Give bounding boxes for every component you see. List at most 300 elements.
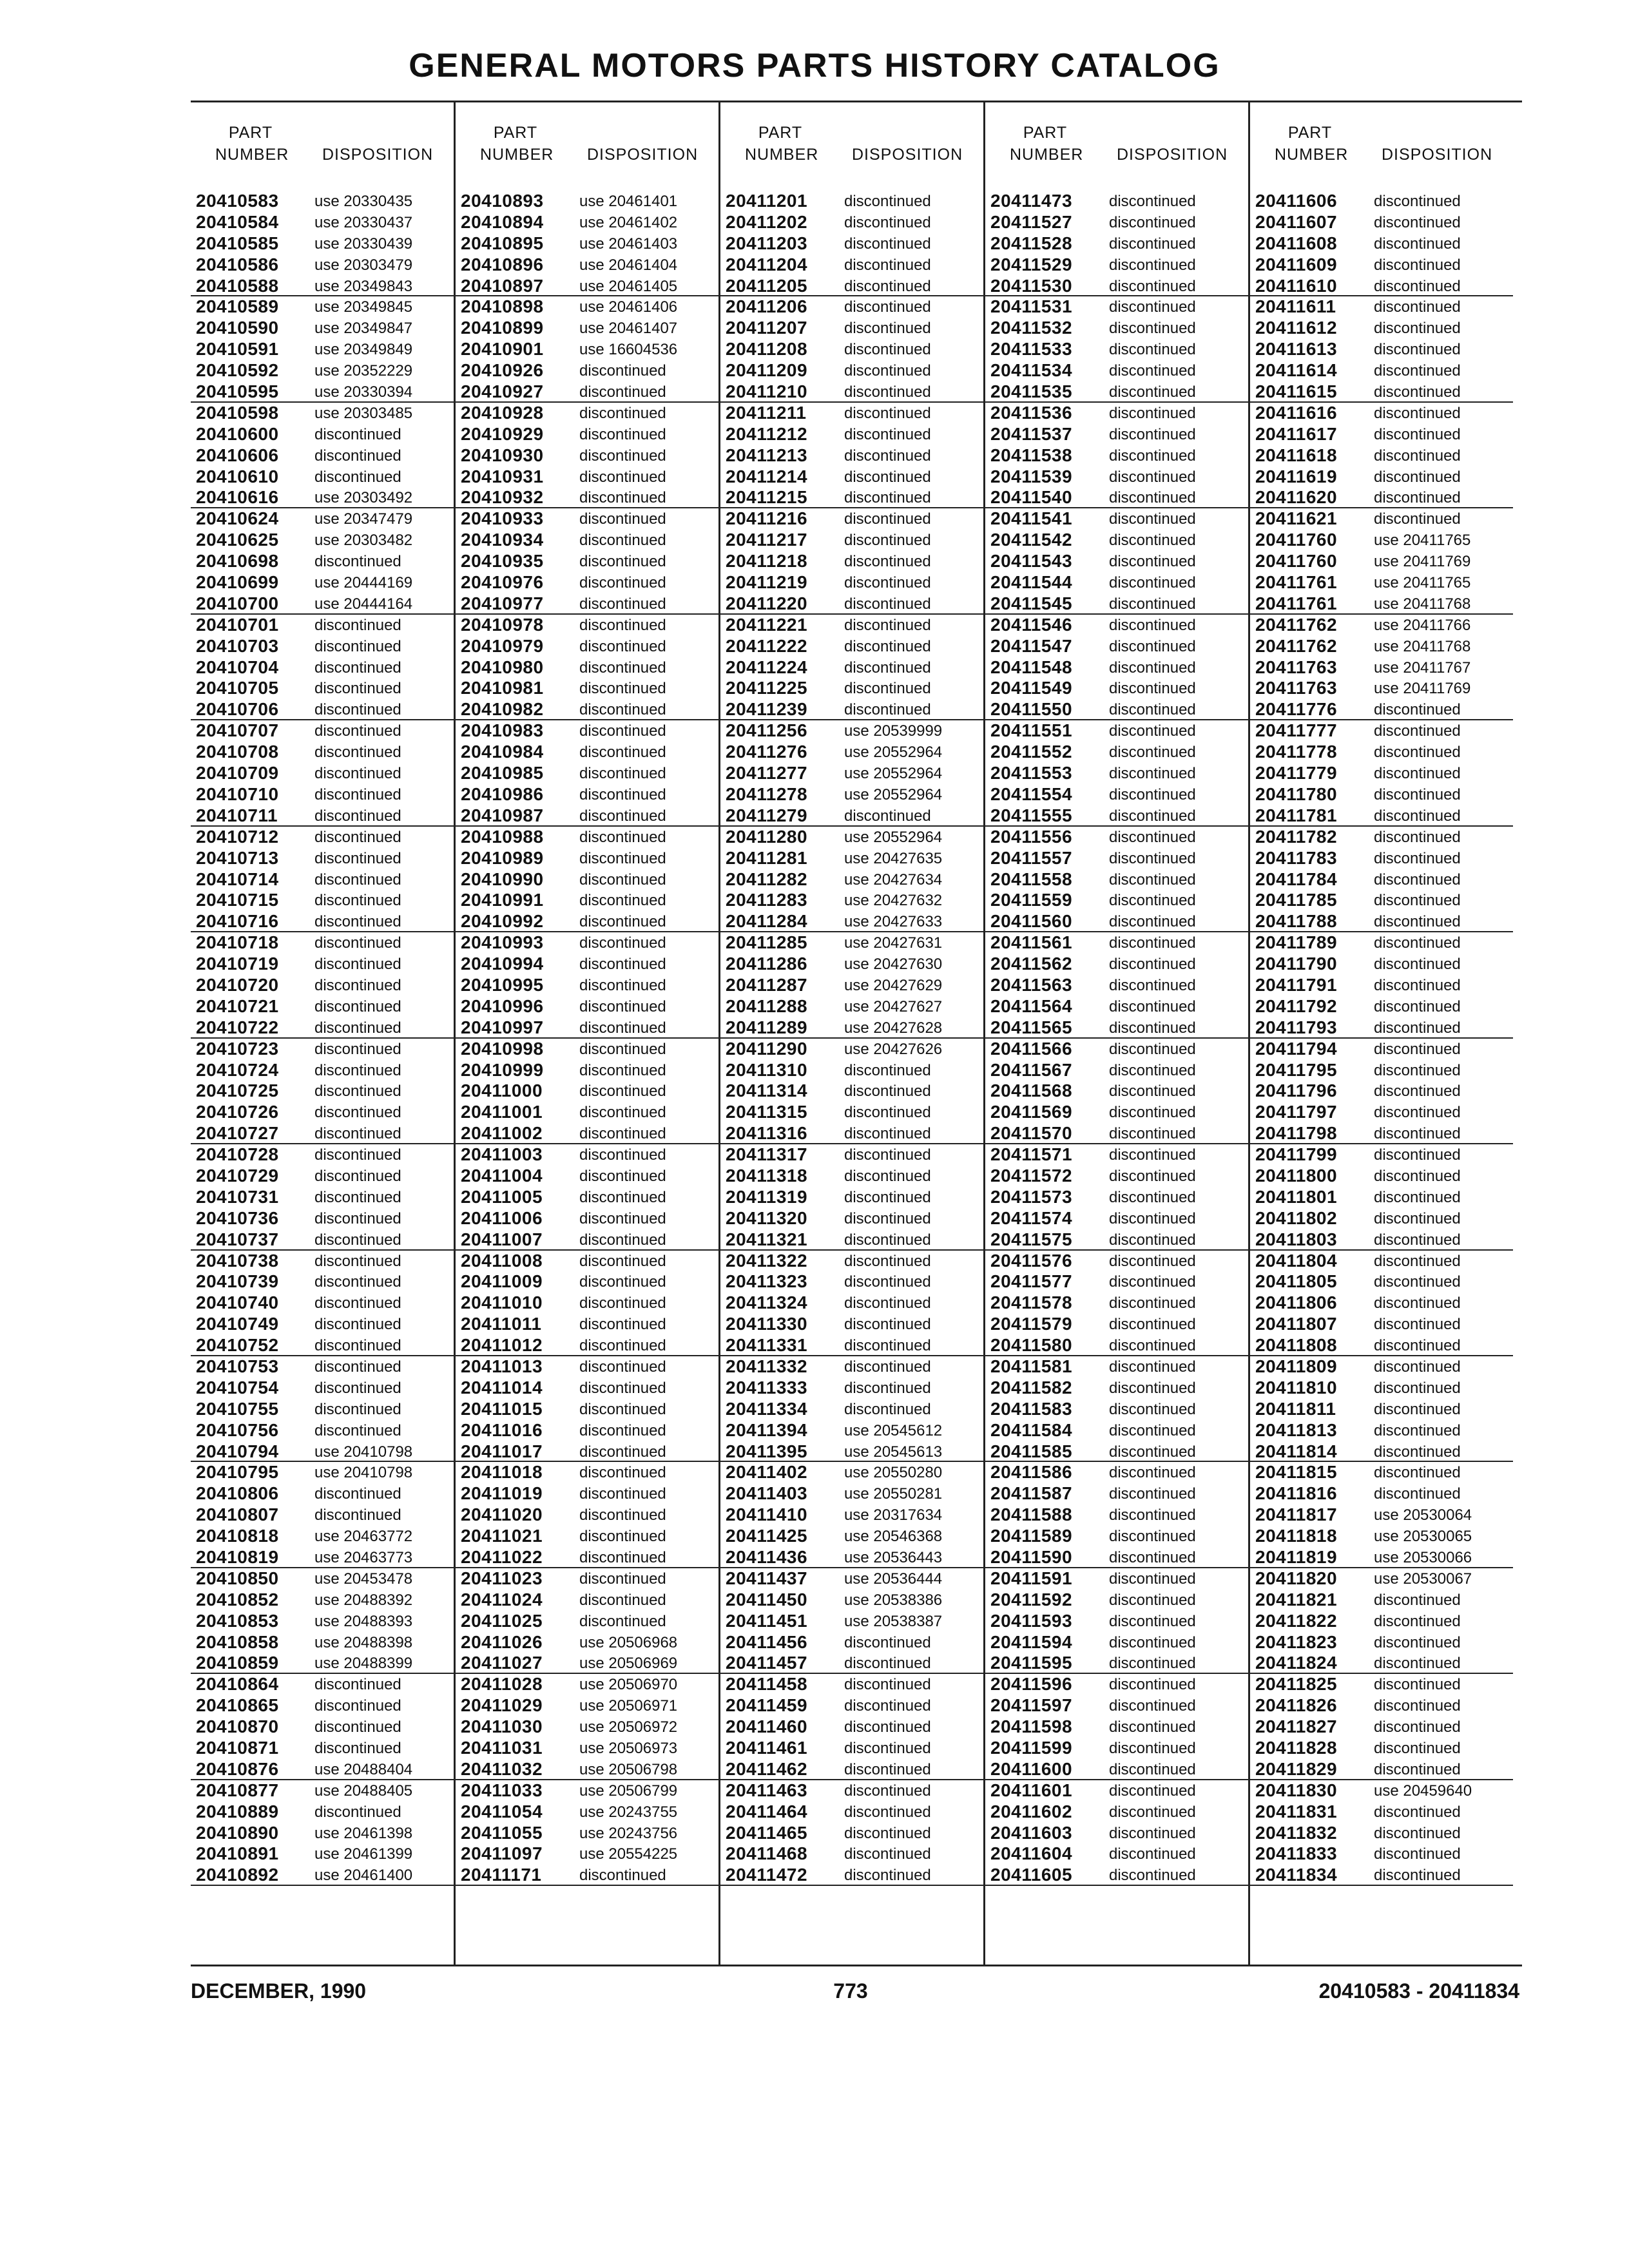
table-row — [456, 615, 718, 636]
part-number: 20410853 — [196, 1610, 279, 1631]
table-row — [191, 1759, 454, 1780]
disposition: discontinued — [1374, 1464, 1461, 1482]
disposition: use 20506969 — [579, 1655, 678, 1673]
part-number: 20411239 — [726, 699, 808, 720]
part-number: 20410994 — [461, 954, 544, 974]
table-row — [191, 932, 454, 954]
table-row — [720, 954, 983, 975]
disposition: discontinued — [314, 1273, 401, 1291]
table-row — [985, 1229, 1248, 1251]
disposition: discontinued — [1109, 658, 1196, 677]
disposition: discontinued — [1374, 722, 1461, 740]
disposition: discontinued — [579, 1506, 666, 1524]
disposition: discontinued — [844, 553, 931, 571]
disposition: discontinued — [1374, 701, 1461, 719]
table-row — [985, 1356, 1248, 1378]
part-number: 20411603 — [990, 1822, 1073, 1843]
table-row — [456, 1590, 718, 1611]
part-number: 20410998 — [461, 1038, 544, 1059]
part-number: 20410753 — [196, 1356, 279, 1376]
part-number: 20411256 — [726, 720, 808, 741]
table-row — [191, 763, 454, 784]
table-row — [456, 1229, 718, 1251]
table-row — [985, 1780, 1248, 1802]
header-number-label: NUMBER — [745, 146, 819, 164]
part-number: 20411322 — [726, 1250, 808, 1271]
part-number: 20411798 — [1255, 1123, 1338, 1144]
part-number: 20410898 — [461, 296, 544, 317]
part-number: 20411580 — [990, 1335, 1073, 1356]
part-number: 20411003 — [461, 1144, 543, 1165]
disposition: discontinued — [314, 616, 401, 634]
part-number: 20411020 — [461, 1504, 543, 1525]
table-row — [985, 593, 1248, 615]
part-number: 20411289 — [726, 1017, 808, 1037]
table-row — [985, 784, 1248, 805]
part-number: 20411530 — [990, 275, 1073, 296]
table-row — [720, 1314, 983, 1335]
table-row — [985, 1653, 1248, 1674]
disposition: discontinued — [314, 765, 401, 783]
part-number: 20411612 — [1255, 318, 1338, 338]
disposition: discontinued — [1374, 1421, 1461, 1439]
disposition: discontinued — [1109, 298, 1196, 316]
disposition: discontinued — [1109, 256, 1196, 274]
part-number: 20411763 — [1255, 657, 1338, 677]
disposition: discontinued — [314, 744, 401, 762]
disposition: discontinued — [1374, 1019, 1461, 1037]
part-number: 20410995 — [461, 974, 544, 995]
disposition: discontinued — [1374, 1125, 1461, 1143]
table-row — [1250, 1504, 1513, 1526]
table-row — [985, 212, 1248, 233]
disposition: use 20461406 — [579, 298, 678, 316]
part-number: 20411620 — [1255, 487, 1338, 508]
part-number: 20411561 — [990, 932, 1073, 953]
table-row — [985, 360, 1248, 381]
part-number: 20411792 — [1255, 995, 1338, 1016]
disposition: discontinued — [1109, 1676, 1196, 1694]
table-row — [1250, 699, 1513, 720]
part-number: 20410877 — [196, 1780, 279, 1800]
part-number: 20410729 — [196, 1165, 279, 1186]
part-number: 20411201 — [726, 191, 808, 211]
header-number-label: NUMBER — [480, 146, 554, 164]
disposition: discontinued — [1109, 1570, 1196, 1588]
disposition: discontinued — [579, 701, 666, 719]
disposition: discontinued — [314, 1718, 401, 1736]
footer-part-range: 20410583 - 20411834 — [1318, 1979, 1519, 2003]
table-row — [456, 911, 718, 932]
part-number: 20410588 — [196, 275, 279, 296]
part-number: 20410889 — [196, 1801, 279, 1821]
part-number: 20411588 — [990, 1504, 1073, 1525]
table-row — [720, 1420, 983, 1441]
disposition: discontinued — [1109, 1400, 1196, 1418]
table-row — [191, 1547, 454, 1568]
disposition: discontinued — [844, 595, 931, 613]
disposition: discontinued — [1374, 362, 1461, 380]
disposition: discontinued — [579, 637, 666, 655]
table-row — [720, 996, 983, 1017]
disposition: discontinued — [1109, 807, 1196, 825]
header-number-label: NUMBER — [1275, 146, 1349, 164]
disposition: discontinued — [844, 468, 931, 486]
part-number: 20411213 — [726, 445, 808, 465]
table-row — [456, 551, 718, 572]
table-row — [191, 1483, 454, 1504]
disposition: discontinued — [844, 1337, 931, 1355]
table-row — [720, 1229, 983, 1251]
table-row — [720, 1759, 983, 1780]
part-number: 20411220 — [726, 593, 808, 613]
table-row — [456, 1399, 718, 1420]
table-row — [456, 318, 718, 339]
disposition: discontinued — [1109, 1104, 1196, 1122]
part-number: 20411816 — [1255, 1483, 1338, 1504]
table-row — [720, 530, 983, 551]
table-row — [720, 593, 983, 615]
part-number: 20411796 — [1255, 1081, 1338, 1101]
disposition: discontinued — [1374, 1104, 1461, 1122]
disposition: discontinued — [1374, 1824, 1461, 1842]
disposition: discontinued — [579, 1294, 666, 1312]
part-number: 20411789 — [1255, 932, 1338, 953]
table-row — [985, 1335, 1248, 1356]
part-number: 20411572 — [990, 1165, 1073, 1186]
disposition: use 20530066 — [1374, 1549, 1472, 1566]
part-number: 20411780 — [1255, 783, 1338, 804]
disposition: discontinued — [579, 1082, 666, 1100]
table-row — [456, 1251, 718, 1272]
disposition: discontinued — [1109, 1337, 1196, 1355]
part-number: 20411463 — [726, 1780, 808, 1800]
table-row — [456, 1462, 718, 1483]
table-row — [1250, 1420, 1513, 1441]
table-row — [191, 1802, 454, 1823]
part-number: 20411007 — [461, 1229, 543, 1249]
disposition: discontinued — [1109, 1082, 1196, 1100]
part-number: 20411820 — [1255, 1568, 1338, 1588]
row-list — [720, 191, 983, 1886]
part-number: 20410709 — [196, 763, 279, 783]
table-row — [1250, 911, 1513, 932]
disposition: use 20530067 — [1374, 1570, 1472, 1588]
disposition: discontinued — [1374, 1697, 1461, 1715]
disposition: discontinued — [314, 1252, 401, 1270]
part-number: 20410986 — [461, 783, 544, 804]
table-row — [720, 276, 983, 297]
disposition: discontinued — [579, 1379, 666, 1397]
table-row — [720, 1060, 983, 1081]
table-row — [456, 1865, 718, 1886]
part-number: 20411563 — [990, 974, 1073, 995]
table-row — [456, 1356, 718, 1378]
disposition: discontinued — [1109, 425, 1196, 443]
disposition: use 20349847 — [314, 320, 413, 338]
table-row — [1250, 720, 1513, 742]
disposition: discontinued — [844, 1718, 931, 1736]
disposition: discontinued — [579, 849, 666, 867]
table-row — [1250, 1547, 1513, 1568]
part-number: 20410993 — [461, 932, 544, 953]
table-row — [985, 1802, 1248, 1823]
part-number: 20410795 — [196, 1462, 279, 1483]
table-row — [1250, 1568, 1513, 1590]
disposition: discontinued — [1109, 362, 1196, 380]
disposition: discontinued — [844, 1061, 931, 1079]
part-number: 20411027 — [461, 1653, 543, 1673]
table-row — [720, 1632, 983, 1653]
disposition: discontinued — [314, 976, 401, 994]
part-number: 20411831 — [1255, 1801, 1338, 1821]
disposition: discontinued — [844, 1697, 931, 1715]
table-row — [985, 530, 1248, 551]
part-number: 20410978 — [461, 614, 544, 635]
part-number: 20411024 — [461, 1589, 543, 1610]
part-number: 20411823 — [1255, 1631, 1338, 1652]
disposition: discontinued — [579, 616, 666, 634]
disposition: use 20330435 — [314, 193, 413, 210]
part-number: 20411012 — [461, 1335, 543, 1356]
disposition: discontinued — [579, 722, 666, 740]
table-row — [456, 1611, 718, 1632]
disposition: discontinued — [844, 701, 931, 719]
part-number: 20410893 — [461, 191, 544, 211]
disposition: discontinued — [1109, 1379, 1196, 1397]
part-number: 20411468 — [726, 1843, 808, 1864]
part-number: 20411283 — [726, 890, 808, 910]
disposition: discontinued — [314, 1231, 401, 1249]
part-number: 20411457 — [726, 1653, 808, 1673]
disposition: discontinued — [1109, 722, 1196, 740]
disposition: discontinued — [579, 658, 666, 677]
table-row — [720, 1843, 983, 1865]
disposition: use 20427630 — [844, 956, 943, 974]
disposition: discontinued — [1109, 1549, 1196, 1566]
disposition: discontinued — [844, 1167, 931, 1185]
part-number: 20410698 — [196, 551, 279, 572]
table-row — [720, 1716, 983, 1738]
disposition: discontinued — [1109, 744, 1196, 762]
table-row — [720, 911, 983, 932]
part-number: 20410858 — [196, 1631, 279, 1652]
column-header — [191, 124, 454, 175]
disposition: discontinued — [1374, 1740, 1461, 1758]
part-number: 20411577 — [990, 1271, 1073, 1292]
part-number: 20411022 — [461, 1547, 543, 1567]
disposition: use 20330439 — [314, 235, 413, 253]
disposition: discontinued — [579, 934, 666, 952]
table-row — [1250, 276, 1513, 297]
table-row — [456, 466, 718, 488]
part-number: 20411015 — [461, 1398, 543, 1419]
part-number: 20411761 — [1255, 572, 1338, 593]
part-number: 20411782 — [1255, 826, 1338, 847]
disposition: discontinued — [844, 1209, 931, 1227]
disposition: use 20550281 — [844, 1485, 943, 1503]
disposition: discontinued — [844, 616, 931, 634]
part-number: 20410590 — [196, 318, 279, 338]
table-row — [720, 1780, 983, 1802]
disposition: use 20444169 — [314, 574, 413, 592]
table-row — [191, 636, 454, 657]
disposition: use 20411766 — [1374, 616, 1471, 634]
part-number: 20411535 — [990, 381, 1073, 402]
disposition: discontinued — [1374, 1082, 1461, 1100]
part-number: 20410749 — [196, 1314, 279, 1334]
disposition: discontinued — [314, 785, 401, 803]
part-number: 20411224 — [726, 657, 808, 677]
part-number: 20410606 — [196, 445, 279, 465]
part-number: 20411797 — [1255, 1102, 1338, 1122]
disposition: discontinued — [1109, 1358, 1196, 1376]
table-row — [456, 1483, 718, 1504]
part-number: 20410977 — [461, 593, 544, 613]
disposition: discontinued — [1374, 1337, 1461, 1355]
table-row — [1250, 593, 1513, 615]
table-row — [985, 1462, 1248, 1483]
disposition: use 20427629 — [844, 976, 943, 994]
part-number: 20411210 — [726, 381, 808, 402]
part-number: 20411318 — [726, 1165, 808, 1186]
table-row — [456, 1378, 718, 1399]
disposition: discontinued — [579, 1040, 666, 1058]
table-row — [456, 424, 718, 445]
part-number: 20410755 — [196, 1398, 279, 1419]
table-row — [985, 699, 1248, 720]
table-row — [985, 657, 1248, 678]
table-row — [985, 1039, 1248, 1060]
part-number: 20410807 — [196, 1504, 279, 1525]
part-number: 20411528 — [990, 233, 1073, 253]
table-row — [1250, 403, 1513, 424]
disposition: use 20411768 — [1374, 595, 1471, 613]
disposition: use 20427628 — [844, 1019, 943, 1037]
table-row — [985, 1695, 1248, 1716]
table-row — [191, 1102, 454, 1123]
table-row — [720, 699, 983, 720]
table-row — [1250, 318, 1513, 339]
disposition: discontinued — [579, 1570, 666, 1588]
disposition: use 20538386 — [844, 1591, 943, 1609]
disposition: discontinued — [1109, 1421, 1196, 1439]
disposition: discontinued — [1374, 383, 1461, 401]
disposition: use 20453478 — [314, 1570, 413, 1588]
part-number: 20411437 — [726, 1568, 808, 1588]
part-number: 20410738 — [196, 1250, 279, 1271]
disposition: discontinued — [844, 1294, 931, 1312]
table-row — [456, 1823, 718, 1844]
disposition: discontinued — [314, 1740, 401, 1758]
disposition: discontinued — [844, 1231, 931, 1249]
part-number: 20411460 — [726, 1716, 808, 1737]
disposition: use 20463772 — [314, 1528, 413, 1546]
disposition: discontinued — [579, 956, 666, 974]
table-row — [191, 593, 454, 615]
part-number: 20410926 — [461, 360, 544, 381]
table-row — [720, 636, 983, 657]
disposition: use 20461401 — [579, 193, 678, 210]
part-number: 20411006 — [461, 1207, 543, 1228]
part-number: 20411800 — [1255, 1165, 1338, 1186]
part-number: 20411545 — [990, 593, 1073, 613]
part-number: 20411587 — [990, 1483, 1073, 1504]
disposition: discontinued — [1374, 404, 1461, 422]
part-number: 20410899 — [461, 318, 544, 338]
part-number: 20411595 — [990, 1653, 1073, 1673]
disposition: discontinued — [314, 1316, 401, 1334]
disposition: use 20461398 — [314, 1824, 413, 1842]
table-row — [191, 657, 454, 678]
disposition: use 20552964 — [844, 744, 943, 762]
disposition: use 20427634 — [844, 870, 943, 889]
part-number: 20411809 — [1255, 1356, 1338, 1376]
table-row — [1250, 805, 1513, 827]
table-row — [456, 1568, 718, 1590]
part-number: 20410864 — [196, 1674, 279, 1695]
column-header — [1250, 124, 1513, 175]
disposition: discontinued — [579, 1273, 666, 1291]
part-number: 20411527 — [990, 211, 1073, 232]
table-row — [985, 996, 1248, 1017]
table-row — [456, 1039, 718, 1060]
disposition: discontinued — [1109, 468, 1196, 486]
table-row — [985, 954, 1248, 975]
table-row — [1250, 1356, 1513, 1378]
disposition: discontinued — [1109, 637, 1196, 655]
part-number: 20411829 — [1255, 1758, 1338, 1779]
disposition: use 20427627 — [844, 997, 943, 1015]
disposition: discontinued — [1109, 1760, 1196, 1778]
part-number: 20411783 — [1255, 847, 1338, 868]
table-row — [191, 975, 454, 996]
part-number: 20411207 — [726, 318, 808, 338]
table-row — [456, 1526, 718, 1547]
header-disposition-label: DISPOSITION — [587, 146, 699, 164]
part-number: 20410859 — [196, 1653, 279, 1673]
disposition: use 20411769 — [1374, 553, 1471, 571]
table-row — [985, 827, 1248, 848]
disposition: discontinued — [579, 404, 666, 422]
table-row — [720, 848, 983, 869]
disposition: discontinued — [1374, 1146, 1461, 1164]
disposition: discontinued — [1109, 1146, 1196, 1164]
table-top-rule — [191, 101, 1522, 102]
table-row — [720, 1378, 983, 1399]
part-number: 20411277 — [726, 763, 808, 783]
table-row — [1250, 1229, 1513, 1251]
disposition: discontinued — [1109, 595, 1196, 613]
disposition: discontinued — [579, 1231, 666, 1249]
part-number: 20411828 — [1255, 1738, 1338, 1758]
table-row — [191, 1144, 454, 1166]
part-number: 20411762 — [1255, 614, 1338, 635]
table-row — [720, 1590, 983, 1611]
disposition: discontinued — [1109, 1294, 1196, 1312]
part-number: 20411317 — [726, 1144, 808, 1165]
table-row — [720, 1039, 983, 1060]
table-row — [985, 403, 1248, 424]
table-row — [720, 1865, 983, 1886]
part-number: 20411827 — [1255, 1716, 1338, 1737]
disposition: discontinued — [1109, 785, 1196, 803]
disposition: use 20506798 — [579, 1760, 678, 1778]
table-row — [985, 1568, 1248, 1590]
disposition: discontinued — [579, 1528, 666, 1546]
part-number: 20411055 — [461, 1822, 543, 1843]
disposition: discontinued — [1374, 425, 1461, 443]
